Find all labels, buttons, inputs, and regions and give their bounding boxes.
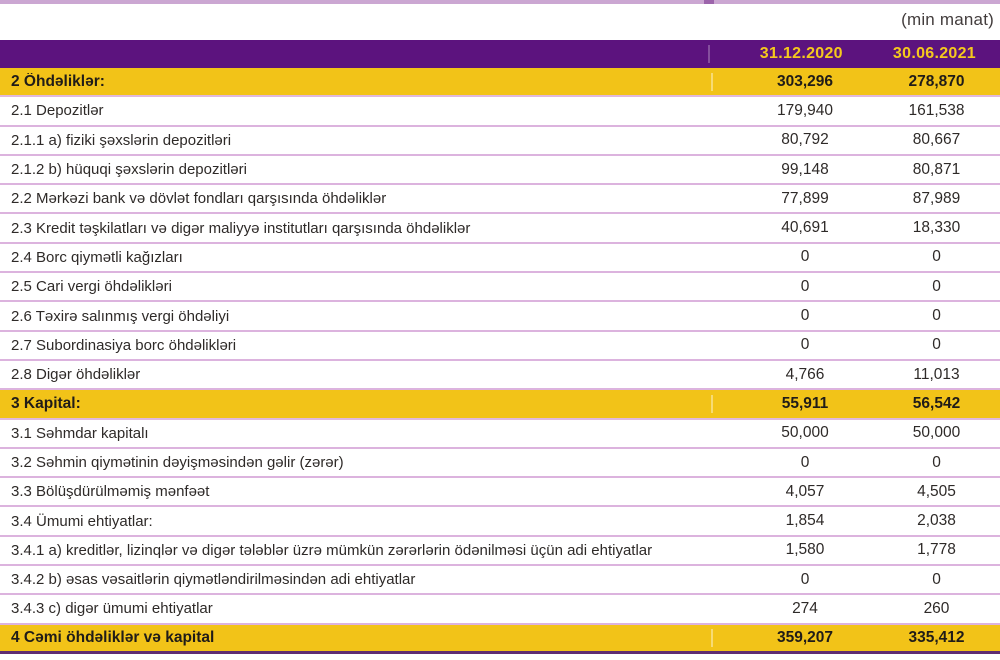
value-2021: 161,538 xyxy=(908,101,965,119)
table-row xyxy=(0,449,1000,478)
row-label: 3.4.1 a) kreditlər, lizinqlər və digər tələblər üzrə mümkün zərərlərin ödənilməsi üçün adi ehtiyatlar xyxy=(11,541,653,559)
table-row xyxy=(0,156,1000,185)
row-label: 2.3 Kredit təşkilatları və digər maliyyə institutları qarşısında öhdəliklər xyxy=(11,219,471,237)
table-body xyxy=(0,68,1000,654)
value-2021: 2,038 xyxy=(917,512,956,530)
value-2020: 1,854 xyxy=(785,512,825,530)
row-label: 2.1.2 b) hüquqi şəxslərin depozitləri xyxy=(11,161,247,179)
value-2021: 0 xyxy=(932,248,941,266)
value-2020: 274 xyxy=(792,599,818,617)
table-row-total xyxy=(0,625,1000,654)
row-label: 2 Öhdəliklər: xyxy=(11,72,105,90)
table-row xyxy=(0,537,1000,566)
row-label: 2.5 Cari vergi öhdəlikləri xyxy=(11,278,172,296)
value-2021: 0 xyxy=(932,453,941,471)
table-row xyxy=(0,244,1000,273)
row-label: 4 Cəmi öhdəliklər və kapital xyxy=(11,628,215,646)
value-2020: 55,911 xyxy=(711,395,897,413)
value-2021: 56,542 xyxy=(912,394,961,412)
unit-note: (min manat) xyxy=(901,10,994,29)
row-label: 2.6 Təxirə salınmış vergi öhdəliyi xyxy=(11,307,230,325)
value-2021: 335,412 xyxy=(908,628,965,646)
row-label: 3 Kapital: xyxy=(11,394,81,412)
row-label: 3.3 Bölüşdürülməmiş mənfəət xyxy=(11,483,210,501)
table-header-row xyxy=(0,40,1000,68)
table-row xyxy=(0,566,1000,595)
table-row xyxy=(0,332,1000,361)
value-2020: 40,691 xyxy=(781,219,829,237)
table-row-section xyxy=(0,390,1000,419)
value-2021: 0 xyxy=(932,277,941,295)
value-2020: 1,580 xyxy=(785,541,825,559)
header-date-2: 30.06.2021 xyxy=(892,45,976,62)
table-row xyxy=(0,97,1000,126)
row-label: 2.1.1 a) fiziki şəxslərin depozitləri xyxy=(11,131,232,149)
top-lavender-strip xyxy=(0,0,1000,4)
table-row xyxy=(0,507,1000,536)
row-label: 2.7 Subordinasiya borc öhdəlikləri xyxy=(11,336,237,354)
value-2020: 4,766 xyxy=(785,365,825,383)
value-2020: 0 xyxy=(800,277,810,295)
top-strip-column-divider xyxy=(704,0,714,4)
value-2020: 77,899 xyxy=(781,189,829,207)
value-2020: 0 xyxy=(800,570,810,588)
value-2021: 80,871 xyxy=(912,160,961,178)
value-2020: 0 xyxy=(800,248,810,266)
value-2020: 80,792 xyxy=(781,131,829,149)
value-2020: 99,148 xyxy=(781,160,829,178)
value-2021: 1,778 xyxy=(917,541,956,559)
table-row xyxy=(0,214,1000,243)
row-label: 3.4.2 b) əsas vəsaitlərin qiymətləndirilməsindən adi ehtiyatlar xyxy=(11,571,416,589)
value-2021: 260 xyxy=(923,599,950,617)
header-date-1: 31.12.2020 xyxy=(708,45,893,63)
balance-sheet-table xyxy=(0,40,1000,654)
value-2021: 80,667 xyxy=(912,131,961,149)
row-label: 3.1 Səhmdar kapitalı xyxy=(11,424,149,442)
value-2020: 179,940 xyxy=(776,101,834,119)
table-row xyxy=(0,185,1000,214)
row-label: 3.2 Səhmin qiymətinin dəyişməsindən gəlir (zərər) xyxy=(11,454,344,471)
table-row xyxy=(0,273,1000,302)
table-row xyxy=(0,478,1000,507)
row-label: 3.4.3 c) digər ümumi ehtiyatlar xyxy=(11,600,213,618)
value-2021: 0 xyxy=(932,336,941,354)
value-2021: 0 xyxy=(932,570,941,588)
row-label: 2.8 Digər öhdəliklər xyxy=(11,366,141,384)
row-label: 2.2 Mərkəzi bank və dövlət fondları qarşısında öhdəliklər xyxy=(11,190,387,208)
value-2021: 278,870 xyxy=(908,72,965,90)
table-row xyxy=(0,420,1000,449)
value-2020: 359,207 xyxy=(711,629,897,647)
row-label: 2.1 Depozitlər xyxy=(11,102,104,120)
value-2020: 0 xyxy=(800,336,810,354)
value-2020: 4,057 xyxy=(785,482,825,500)
table-row xyxy=(0,127,1000,156)
value-2020: 0 xyxy=(800,453,810,471)
value-2021: 18,330 xyxy=(912,219,961,237)
value-2021: 50,000 xyxy=(912,424,961,442)
value-2021: 4,505 xyxy=(917,482,956,500)
table-row xyxy=(0,361,1000,390)
table-row xyxy=(0,595,1000,624)
value-2020: 303,296 xyxy=(711,73,897,91)
value-2021: 0 xyxy=(932,307,941,325)
table-row-section xyxy=(0,68,1000,97)
row-label: 2.4 Borc qiymətli kağızları xyxy=(11,248,183,266)
value-2021: 87,989 xyxy=(912,189,961,207)
table-row xyxy=(0,302,1000,331)
value-2020: 0 xyxy=(800,307,810,325)
row-label: 3.4 Ümumi ehtiyatlar: xyxy=(11,512,153,530)
value-2020: 50,000 xyxy=(781,424,829,442)
value-2021: 11,013 xyxy=(913,365,960,383)
